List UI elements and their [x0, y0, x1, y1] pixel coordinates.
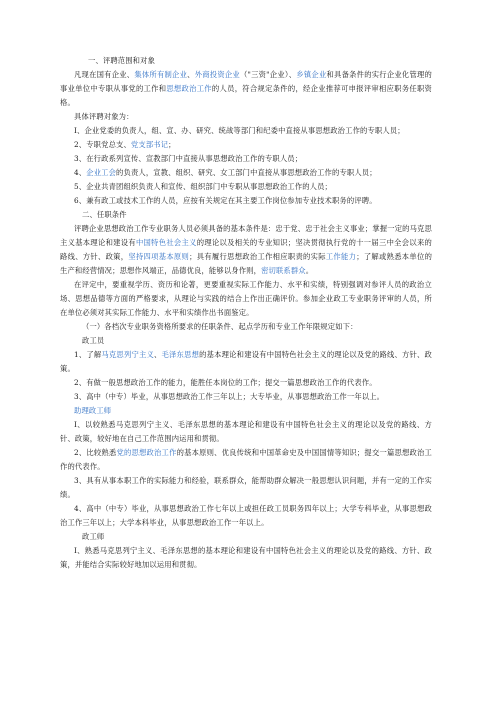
- text-run: 评聘企业思想政治工作专业职务人员必须具备的基本条件是：忠于党、忠于社会主义事业；掌握一定的马克思主义基本理论和建设有: [60, 224, 432, 247]
- list-item: [60, 348, 432, 376]
- text-run: 的基本理论和建设有中国特色社会主义的理论以及党的路线、方针、政策。: [60, 350, 432, 373]
- link-enterprise-union[interactable]: 企业工会: [86, 168, 117, 177]
- level-heading: 政工师: [82, 532, 105, 541]
- paragraph-scope: [60, 68, 432, 110]
- link-party-ideological-work[interactable]: 党的思想政治工作: [116, 448, 177, 457]
- list-item: [60, 166, 432, 180]
- list-item: Ⅰ、以较熟悉马克思列宁主义、毛泽东思想的基本理论和建设有中国特色社会主义的理论以及党的路线、方针、政策，较好地在自己工作范围内运用和贯彻。: [60, 420, 432, 443]
- list-item: 3、高中（中专）毕业，从事思想政治工作三年以上；大专毕业，从事思想政治工作一年以上。: [74, 392, 385, 401]
- paragraph-basic-conditions: [60, 222, 432, 278]
- text-run: ；具有履行思想政治工作相应职责的实际: [189, 252, 326, 261]
- link-marxism-leninism[interactable]: 马克思列宁主义: [101, 350, 155, 359]
- link-close-ties-masses[interactable]: 密切联系群众: [261, 266, 306, 275]
- text-run: 凡现在国有企业、: [74, 70, 135, 79]
- text-run: 2、比较熟悉: [74, 448, 117, 457]
- list-item: [60, 446, 432, 474]
- text-run: 的理论以及相关的专业知识；坚决贯彻执行党的十一届三中全会以来的路线、方针、政策，: [60, 238, 433, 261]
- paragraph-objects-intro: 具体评聘对象为：: [74, 112, 134, 121]
- paragraph-evaluation: 在评定中，要重视学历、资历和论著，更要重视实际工作能力、水平和实绩，特别强调对参评人员的政治立场、思想品德等方面的严格要求，从理论与实践的结合上作出正确评价。参加企业政工专业职务评审的人员，所在单位必须对其实际工作能力、水平和实绩作出书面鉴定。: [60, 280, 432, 317]
- text-run: 的负责人，宣教、组织、研究、女工部门中直接从事思想政治工作的专职人员；: [116, 168, 377, 177]
- link-ideological-work[interactable]: 思想政治工作: [166, 84, 212, 93]
- list-item: Ⅰ、企业党委的负责人，组、宣、办、研究、统战等部门和纪委中直接从事思想政治工作的专职人员；: [74, 126, 405, 135]
- list-item: 5、企业共青团组织负责人和宣传、组织部门中专职从事思想政治工作的人员；: [74, 182, 332, 191]
- text-run: ；: [168, 140, 176, 149]
- text-run: 的人员，符合规定条件的，经企业推荐可申报评审相应职务任职资格。: [60, 84, 432, 107]
- link-mao-zedong-thought[interactable]: 毛泽东思想: [161, 350, 200, 359]
- text-run: 1、了解: [74, 350, 102, 359]
- link-foreign-invested-enterprise[interactable]: 外商投资企业: [194, 70, 240, 79]
- link-work-ability[interactable]: 工作能力: [325, 252, 357, 261]
- level-heading-link[interactable]: 助理政工师: [74, 406, 112, 415]
- link-socialism-chinese-characteristics[interactable]: 中国特色社会主义: [135, 238, 197, 247]
- section-heading: 一、评聘范围和对象: [88, 56, 156, 65]
- text-run: 、: [154, 350, 162, 359]
- text-run: 和具备条件的实行企业化管理的事业单位中专职从事党的工作和: [60, 70, 432, 93]
- list-item: 6、兼有政工或技术工作的人员，应按有关规定在其主要工作岗位参加专业技术职务的评聘。: [74, 196, 377, 205]
- list-item: 3、具有从事本职工作的实际能力和经验，联系群众，能帮助群众解决一般思想认识问题，并有一定的工作实绩。: [60, 476, 432, 499]
- section-heading: 二、任职条件: [82, 210, 127, 219]
- text-run: 、: [187, 70, 195, 79]
- link-party-branch-secretary[interactable]: 党支部书记: [130, 140, 169, 149]
- list-item: Ⅰ、熟悉马克思列宁主义、毛泽东思想的基本理论和建设有中国特色社会主义的理论以及党的路线、方针、政策，并能结合实际较好地加以运用和贯彻。: [60, 546, 432, 569]
- link-township-enterprise[interactable]: 乡镇企业: [296, 70, 327, 79]
- link-collective-enterprise[interactable]: 集体所有制企业: [134, 70, 188, 79]
- text-run: ；了解或熟悉本单位的生产和经营情况；思想作风端正，品德优良，能够以身作则，: [60, 252, 433, 275]
- text-run: 的基本原则、优良传统和中国革命史及中国国情等知识；提交一篇思想政治工作的代表作。: [60, 448, 432, 471]
- list-item: 2、有做一般思想政治工作的能力，能胜任本岗位的工作；提交一篇思想政治工作的代表作。: [74, 378, 377, 387]
- list-item: 4、高中（中专）毕业，从事思想政治工作七年以上或担任政工员职务四年以上；大学专科毕业，从事思想政治工作三年以上；大学本科毕业，从事思想政治工作一年以上。: [60, 504, 432, 527]
- text-run: 4、: [74, 168, 87, 177]
- text-run: 2、专职党总支、: [74, 140, 131, 149]
- list-item: [60, 138, 432, 152]
- link-four-cardinal-principles[interactable]: 坚持四项基本原则: [128, 252, 190, 261]
- paragraph-levels-intro: （一）各档次专业职务资格所要求的任职条件、起点学历和专业工作年限规定如下：: [82, 322, 358, 331]
- text-run: （"三资"企业）、: [239, 70, 297, 79]
- level-heading: 政工员: [82, 336, 105, 345]
- text-run: 。: [305, 266, 314, 275]
- list-item: 3、在行政系列宣传、宣教部门中直接从事思想政治工作的专职人员；: [74, 154, 303, 163]
